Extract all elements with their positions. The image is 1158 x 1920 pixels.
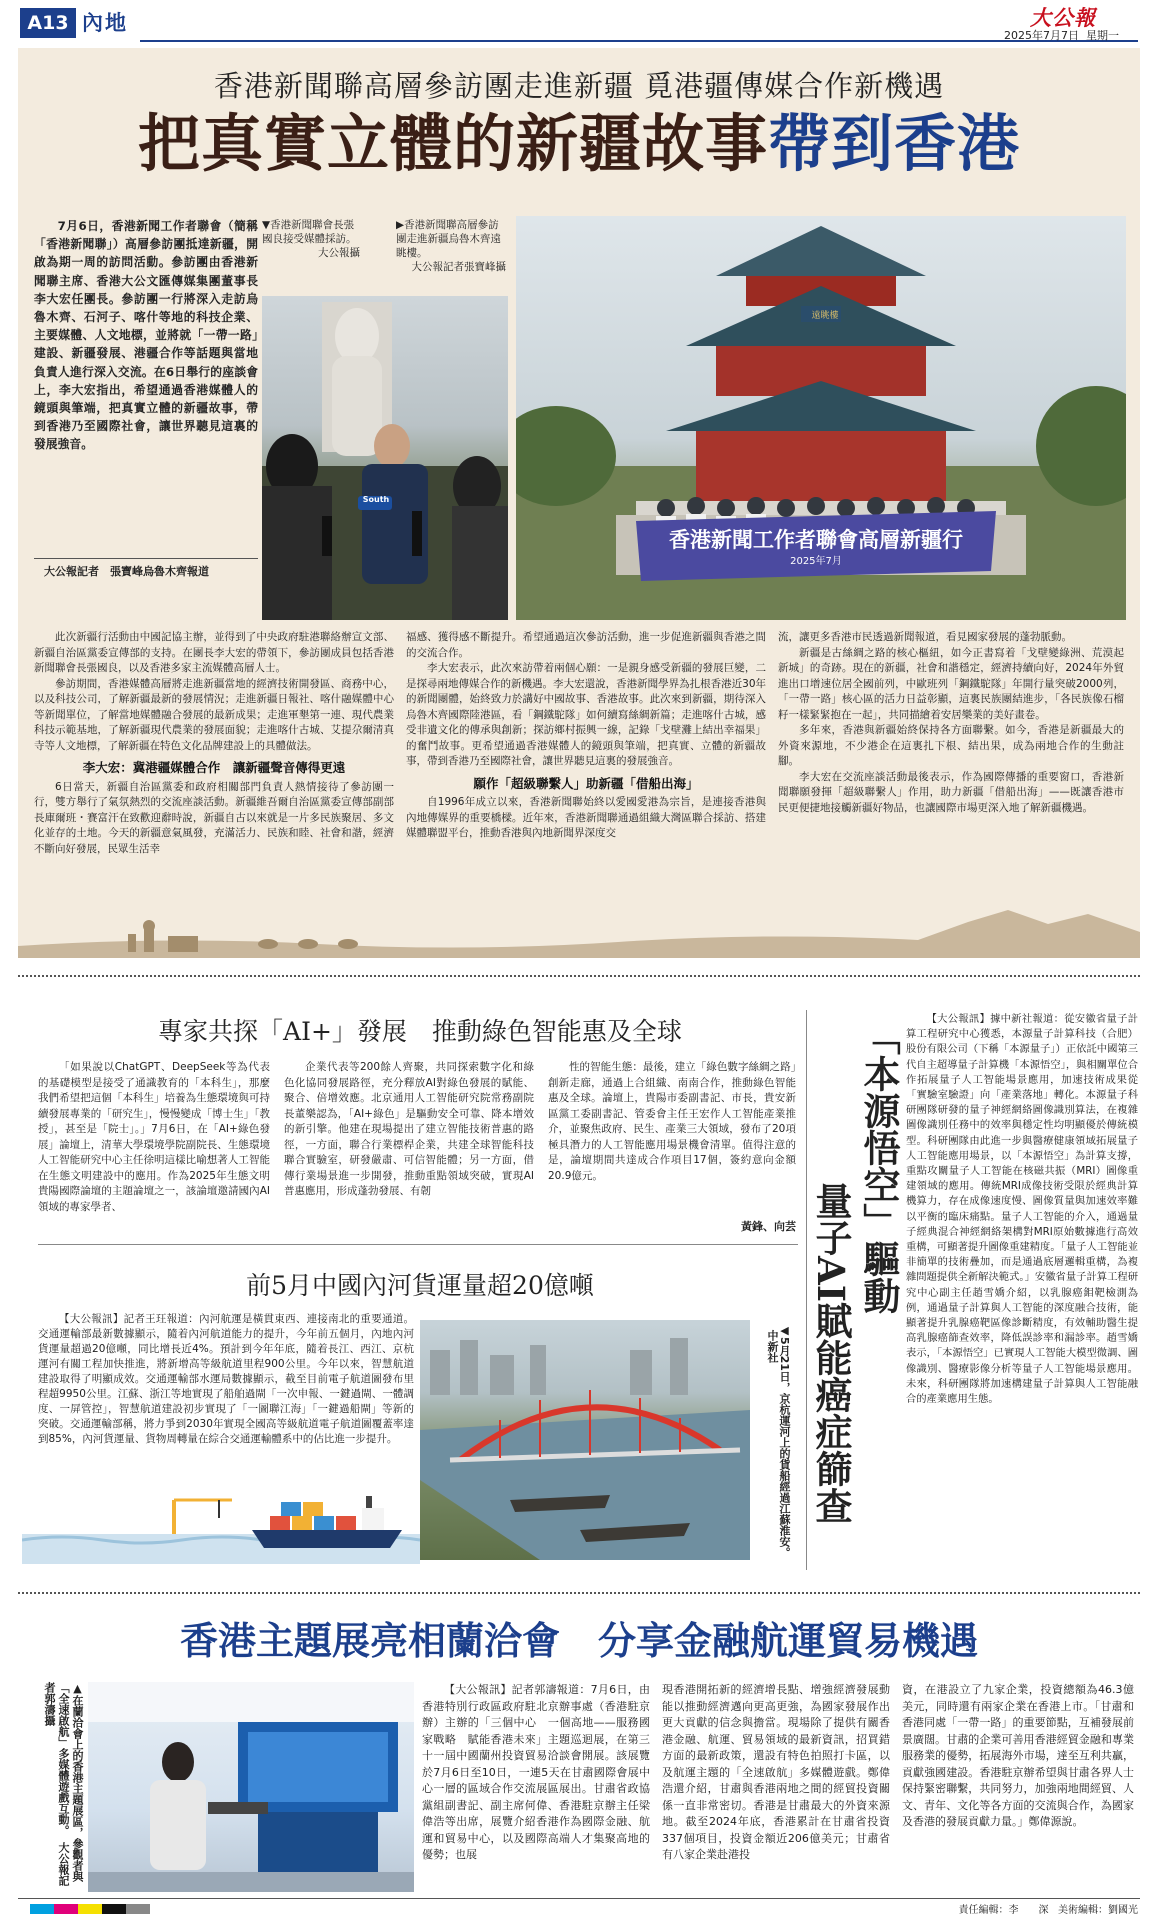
river-body [38, 1312, 414, 1447]
ai-col1 [38, 1060, 270, 1215]
river-scene [420, 1320, 750, 1560]
photo1-caption-text: ▼香港新聞聯會長張國良接受媒體採訪。 [262, 219, 357, 245]
lead-col2-para1: 福感、獲得感不斷提升。希望通過這次參訪活動，進一步促進新疆與香港之間的交流合作。 [406, 631, 766, 659]
masthead [0, 0, 1158, 46]
river-photo-caption [760, 1324, 790, 1560]
lead-col3-para2: 新疆是古絲綢之路的核心樞紐，如今正書寫着「戈壁變綠洲、荒漠起新城」的奇跡。現在的新疆，社會和諧穩定，經濟持續向好，2024年外貿進出口增速位居全國前列，中歐班列「鋼鐵駝隊」年開行量突破2000列，「一帶一路」核心區的活力日益彰顯，這裏民族團結進步，「各民族像石榴籽一樣緊緊抱在一起」，共同描繪着安居樂業的美好畫卷。 [778, 646, 1124, 721]
lead-col2-para3: 自1996年成立以來，香港新聞聯始終以愛國愛港為宗旨，是連接香港與內地傳媒界的重要橋樑。近年來，香港新聞聯通過組織大灣區聯合採訪、搭建媒體聯盟平台，推動香港與內地新聞界深度交 [406, 796, 766, 839]
quantum-body-text: 【大公報訊】據中新社報道：從安徽省量子計算工程研究中心獲悉，本源量子計算科技（合肥）股份有限公司（下稱「本源量子」）正依託中國第三代自主超導量子計算機「本源悟空」，與相關單位合作拓展量子人工智能場景應用，加速技術成果從「實驗室驗證」向「產業落地」轉化。本源量子科研團隊研發的量子神經網絡圖像識別算法，在複雜圖像識別任務中的效率與穩定性均明顯優於傳統模型。科研團隊由此進一步與醫療健康領域拓展量子人工智能應用場景，以「本源悟空」為計算支撐，重點攻關量子人工智能在核磁共振（MRI）圖像重建領域的應用。傳統MRI成像技術受限於經典計算機算力，存在成像速度慢、圖像質量與加速效率難以平衡的臨床痛點。量子人工智能的介入，通過量子經典混合神經網絡架構對MRI原始數據進行高效重構，可顯著提升圖像重建精度。「量子人工智能並非簡單的技術疊加，而是通過底層邏輯重構，為複雜問題提供全新解決範式。」安徽省量子計算工程研究中心副主任趙雪嬌介紹，以乳腺癌鉬靶檢測為例，通過量子計算與人工智能的深度融合技術，能顯著提升乳腺癌靶區像診斷精度，有效輔助醫生提高乳腺癌篩查效率，降低誤診率和漏診率。趙雪嬌表示，「本源悟空」已實現人工智能大模型微調、圖像識別、醫療影像分析等量子人工智能場景應用。未來，科研團隊將加速構建量子計算與人工智能融合的產業應用生態。 [906, 1013, 1138, 1406]
silk-road-silhouette [18, 902, 1140, 958]
registration-swatch-cyan [30, 1904, 54, 1914]
registration-swatch-black [102, 1904, 126, 1914]
registration-swatch-magenta [54, 1904, 78, 1914]
expo-photo [88, 1682, 414, 1892]
group-banner-title: 香港新聞工作者聯會高層新疆行 [669, 527, 963, 552]
ai-col3 [548, 1060, 796, 1184]
cargo-ship-illustration [22, 1490, 420, 1564]
color-registration-bar [30, 1904, 150, 1914]
section-divider-1 [18, 975, 1140, 977]
lead-intro-text: 7月6日，香港新聞工作者聯會（簡稱「香港新聞聯」）高層參訪團抵達新疆，開啟為期一周的訪問活動。參訪團由香港新聞聯主席、香港大公文匯傳媒集團董事長李大宏任團長。參訪團一行將深入走訪烏魯木齊、石河子、喀什等地的科技企業、主要媒體、人文地標，並將就「一帶一路」建設、新疆發展、港疆合作等話題與當地負責人進行深入交流。在6日舉行的座談會上，李大宏指出，希望通過香港媒體人的鏡頭與筆端，把真實立體的新疆故事，帶到香港乃至國際社會，讓世界聽見這裏的發展強音。 [34, 219, 258, 452]
lead-byline: 大公報記者 張寶峰烏魯木齊報道 [44, 565, 209, 578]
footer-credits [820, 1901, 1138, 1916]
quantum-headline [848, 1018, 902, 1570]
lead-body-col1 [34, 630, 394, 857]
quantum-body [906, 1012, 1138, 1407]
lead-byline-rule [34, 558, 258, 559]
lead-col2-para2: 李大宏表示，此次來訪帶着兩個心願：一是親身感受新疆的發展巨變，二是探尋兩地傳媒合作的新機遇。李大宏還說，香港新聞學界為扎根香港近30年的新聞團體，始終致力於講好中國故事、香港故事。此次來到新疆，期待深入烏魯木齊國際陸港區，看「鋼鐵駝隊」如何續寫絲綢新篇；走進喀什古城，感受非遺文化的傳承與創新；探訪鄉村振興一線，記錄「戈壁灘上結出幸福果」的奮鬥故事。更希望通過香港媒體人的鏡頭與筆端，把真實、立體的新疆故事，帶到香港乃至國際社會，讓世界聽見這裏的發展強音。 [406, 662, 766, 767]
photo2-caption-text: ▶香港新聞聯高層參訪團走進新疆烏魯木齊遠眺樓。 [396, 219, 501, 259]
mic-flag-label: South [362, 495, 390, 504]
pavilion-photo [516, 216, 1126, 620]
quantum-headline-b: 量子AI賦能癌症篩查 [809, 1182, 853, 1525]
lead-subhead-2: 願作「超級聯繫人」助新疆「借船出海」 [473, 775, 699, 791]
lead-kicker: 香港新聞聯高層參訪團走進新疆 覓港疆傳媒合作新機遇 [213, 69, 945, 103]
interview-scene [262, 296, 508, 620]
expo-col2 [662, 1682, 890, 1864]
footer-editor: 責任編輯：李 深 [958, 1905, 1049, 1916]
date-line [1004, 27, 1119, 43]
section-divider-2 [18, 1592, 1140, 1594]
lead-intro [34, 217, 258, 454]
expo-col1 [422, 1682, 650, 1864]
lead-col1-para3: 6日當天，新疆自治區黨委和政府相關部門負責人熱情接待了參訪團一行，雙方舉行了氣氛熱烈的交流座談活動。新疆維吾爾自治區黨委宣傳部副部長庫爾班・賽富汗在致歡迎辭時說，新疆自古以來就是一片多民族聚居、多文化並存的土地。今天的新疆意氣風發，充滿活力、民族和睦、社會和諧，經濟不斷向好發展，民眾生活幸 [34, 780, 394, 855]
lead-col3-para3: 多年來，香港與新疆始終保持各方面聯繫。如今，香港是新疆最大的外資來源地，不少港企在這裏扎下根、結出果，成為兩地合作的生動註腳。 [778, 724, 1124, 767]
photo1-credit: 大公報攝 [318, 247, 360, 259]
pavilion-sign: 遠眺樓 [811, 311, 839, 321]
expo-photo-caption [40, 1682, 84, 1892]
expo-col3 [902, 1682, 1134, 1831]
lead-col3-para1: 流，讓更多香港市民透過新聞報道，看見國家發展的蓬勃脈動。 [778, 631, 1072, 643]
river-body-text: 【大公報訊】記者王玨報道：內河航運是橫貫東西、連接南北的重要通道。交通運輸部最新數據顯示，隨着內河航道能力的提升，今年前五個月，內地內河貨運量超過20億噸，同比增長近4%。預計到今年年底，隨着長江、西江、京杭運河有關工程加快推進，將新增高等級航道里程900公里。今年以來，智慧航道建設取得了明顯成效。交通運輸部水運局數據顯示，截至目前電子航道圖發布里程超9950公里。江蘇、浙江等地實現了船舶過閘「一次申報、一鍵過閘、一體調度、一屏管控」，智慧航道建設初步實現了「一圖聯江海」「一鍵過船閘」等新的突破。交通運輸部稱，將力爭到2030年實現全國高等級航道電子航道圖覆蓋率達到85%，內河貨運量、貨物周轉量在綜合交通運輸體系中的佔比進一步提升。 [38, 1313, 414, 1445]
ai-col2-text: 企業代表等200餘人齊聚，共同探索數字化和綠色化協同發展路徑，充分釋放AI對綠色發展的賦能、聚合、倍增效應。北京通用人工智能研究院常務副院長董樂認為，「AI+綠色」是驅動安全可靠、降本增效的新引擎。他建在現場提出了建立智能技術普惠的路徑，一方面，聯合行業標桿企業，共建全球智能科技聯合實驗室，研發嚴肅、可信智能體；另一方面，借傳行業場景進一步開發，推動重點領域突破，實現AI普惠應用，形成蓬勃發展、有韌 [284, 1061, 534, 1197]
lead-headline-part-a: 把真實立體的新疆故事 [137, 107, 768, 180]
issue-weekday: 星期一 [1086, 29, 1119, 42]
lead-subhead-1: 李大宏：冀港疆媒體合作 讓新疆聲音傳得更遠 [82, 760, 346, 775]
lead-col3-para4: 李大宏在交流座談活動最後表示，作為國際傳播的重要窗口，香港新聞聯願發揮「超級聯繫人」作用，助力新疆「借船出海」——既讓香港市民更便捷地接觸新疆好物品，也讓國際市場更深入地了解新疆機遇。 [778, 770, 1124, 814]
river-headline: 前5月中國內河貨運量超20億噸 [246, 1271, 594, 1300]
page-code: A13 [27, 12, 69, 34]
ai-story-rule [38, 1244, 798, 1245]
expo-scene [88, 1682, 414, 1892]
lead-col1-para1: 此次新疆行活動由中國記協主辦，並得到了中央政府駐港聯絡辦宣文部、新疆自治區黨委宣傳部的支持。在團長李大宏的帶領下，參訪團成員包括香港新聞聯會長張國良，以及香港多家主流媒體高層人士。 [34, 631, 394, 674]
quantum-divider [806, 1010, 807, 1570]
expo-photo-credit: 大公報記者郭濤攝 [43, 1682, 70, 1886]
group-banner-date: 2025年7月 [790, 556, 842, 567]
section-title: 內地 [82, 10, 128, 35]
registration-swatch-gray [126, 1904, 150, 1914]
quantum-headline-a: 「本源悟空」驅動 [857, 1018, 901, 1314]
quantum-headline-2 [808, 1018, 854, 1570]
expo-photo-caption-text: ▲在蘭洽會上的香港主題展區，參觀者與「全速啟航」多媒體遊戲互動。 [57, 1682, 84, 1882]
river-photo-credit: 中新社 [766, 1330, 779, 1363]
lead-headline-part-b: 帶到香港 [768, 107, 1021, 180]
river-photo-caption-text: ◀5月21日，京杭運河上的貨船經過江蘇淮安。 [778, 1324, 791, 1558]
photo1-caption [262, 218, 360, 260]
ai-col2 [284, 1060, 534, 1200]
paper-logo: 大公報 [1030, 5, 1096, 30]
masthead-rule [140, 40, 1138, 42]
expo-col1-text: 【大公報訊】記者郭濤報道：7月6日，由香港特別行政區政府駐北京辦事處（香港駐京辦）主辦的「三個中心 一個高地——服務國家戰略 賦能香港未來」主題巡迴展，在第三十一屆中國蘭州投資貿易洽談會開展。該展覽於7月6日至10日，一連5天在甘肅國際會展中心一層的區域合作交流展區展出。甘肅省政協黨組副書記、副主席何偉、香港駐京辦主任梁偉浩等出席，展覽介紹香港作為國際金融、航運和貿易中心，以及國際高端人才集聚高地的優勢；也展 [422, 1683, 650, 1861]
river-photo [420, 1320, 750, 1560]
ai-col3-text: 性的智能生態：最後，建立「綠色數字絲綢之路」創新走廊，通過上合組織、南南合作，推動綠色智能惠及全球。論壇上，貴陽市委副書記、市長，貴安新區黨工委副書記、管委會主任王宏作人工智能產業推介，並聚焦政府、民生、產業三大領域，發布了20項極具潛力的人工智能應用場景機會清單。值得注意的是，論壇期間共達成合作項目17個，簽約意向金額20.9億元。 [548, 1061, 796, 1182]
footer-art-editor: 美術編輯：劉國光 [1058, 1905, 1138, 1916]
ai-byline: 黃鋒、向芸 [741, 1220, 796, 1233]
photo2-caption [396, 218, 506, 274]
registration-swatch-yellow [78, 1904, 102, 1914]
ai-col1-text: 「如果說以ChatGPT、DeepSeek等為代表的基礎模型是接受了通識教育的「本科生」，那麼我們希望把這個「本科生」培養為生態環境與可持續發展專業的「研究生」，慢慢變成「博士生」「教授」，甚至是「院士」。」7月6日，在「AI+綠色發展」論壇上，清華大學環境學院副院長、生態環境人工智能研究中心主任徐明這樣比喻想著人工智能在生態文明建設中的應用。作為2025年生態文明貴陽國際論壇的主題論壇之一，該論壇邀請國內AI領域的專家學者、 [38, 1061, 270, 1213]
lead-body-col3 [778, 630, 1124, 816]
ai-headline: 專家共探「AI+」發展 推動綠色智能惠及全球 [158, 1017, 682, 1046]
footer-rule [18, 1898, 1140, 1899]
lead-headline [18, 106, 1140, 182]
photo2-credit: 大公報記者張寶峰攝 [411, 261, 506, 273]
expo-col2-text: 現香港開拓新的經濟增長點、增強經濟發展動能以推動經濟邁向更高更強，為國家發展作出更大貢獻的信念與擔當。現場除了提供有關香港金融、航運、貿易領域的最新資訊，招買錯方面的最新政策，還設有特色拍照打卡區，以及航運主題的「全速啟航」多媒體遊戲。鄭偉浩還介紹，甘肅與香港兩地之間的經貿投資關係一直非常密切。香港是甘肅最大的外資來源地。截至2024年底，香港累計在甘肅省投資337個項目，投資金額近206億美元；甘肅省有八家企業赴港投 [662, 1683, 890, 1861]
expo-headline: 香港主題展亮相蘭洽會 分享金融航運貿易機遇 [179, 1618, 978, 1663]
lead-body-col2 [406, 630, 766, 842]
interview-photo [262, 296, 508, 620]
issue-date: 2025年7月7日 [1004, 29, 1079, 42]
expo-col3-text: 資，在港設立了九家企業，投資總額為46.3億美元，同時還有兩家企業在香港上市。「甘肅和香港同處「一帶一路」的重要節點，互補發展前景廣闊。甘肅的企業可善用香港經貿金融和專業服務業的優勢，拓展海外市場，達至互利共贏，貢獻強國建設。香港駐京辦希望與甘肅各界人士保持緊密聯繫，共同努力，加強兩地間經貿、人文、青年、文化等各方面的交流與合作，為國家及香港的發展貢獻力量。」鄭偉源說。 [902, 1683, 1134, 1828]
lead-col1-para2: 參訪期間，香港媒體高層將走進新疆當地的經濟技術開發區、商務中心，以及科技公司，了解新疆最新的發展情況；走進新疆日報社、喀什融媒體中心等新聞單位，了解當地媒體融合發展的最新成果；走進軍墾第一連、現代農業科技示範基地，了解新疆現代農業的發展面貌；走進喀什古城、艾提尕爾清真寺等人文地標，了解新疆在特色文化品牌建設上的具體做法。 [34, 677, 394, 752]
